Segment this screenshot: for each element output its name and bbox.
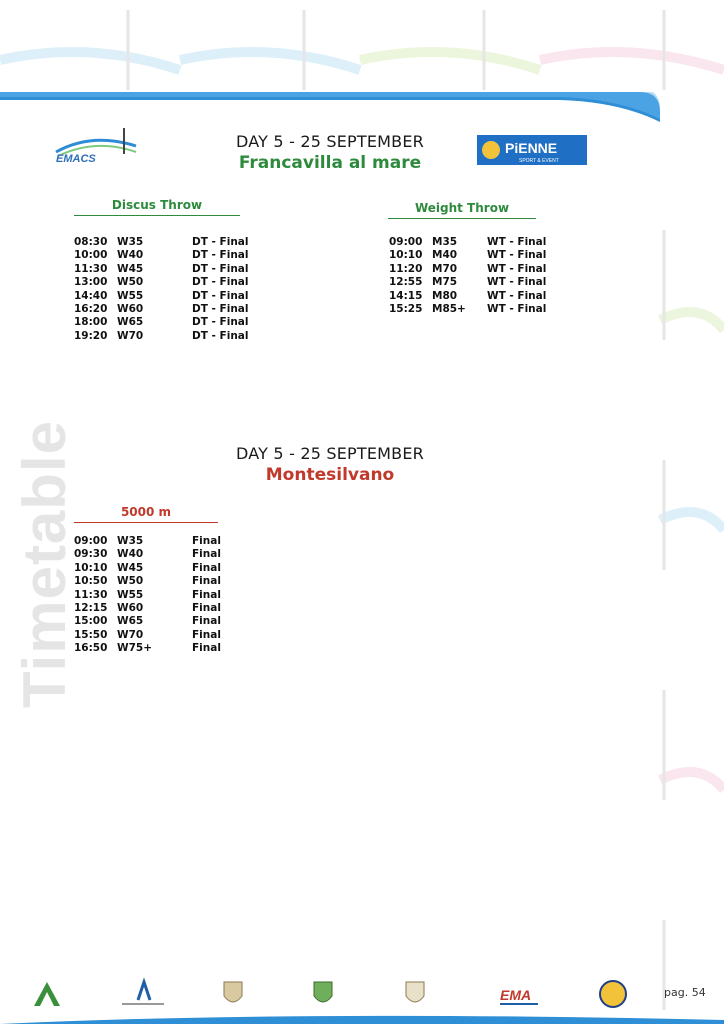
emacs-logo-text: EMACS [56,153,96,165]
category-cell: M80 [432,289,458,302]
round-cell: DT - Final [192,316,249,329]
schedule-row [74,602,274,615]
category-cell: W45 [117,262,144,275]
time-cell: 09:00 [389,236,423,248]
category-cell: M35 [432,236,458,248]
schedule-row [74,316,274,329]
schedule-row [74,303,274,316]
round-cell: WT - Final [487,262,547,275]
round-cell: WT - Final [487,302,547,315]
category-cell: M75 [432,276,458,289]
category-cell: M40 [432,249,458,262]
category-cell: W35 [117,535,144,547]
event-title: 5000 m [74,505,218,523]
round-cell: DT - Final [192,276,249,289]
round-cell: Final [192,615,221,628]
time-cell: 18:00 [74,316,108,329]
event-title: Weight Throw [388,201,536,219]
category-cell: W55 [117,289,144,302]
round-cell: WT - Final [487,249,547,262]
schedule-row [389,276,589,289]
category-cell: W50 [117,276,144,289]
ema-logo [496,978,542,1010]
round-cell: Final [192,561,221,574]
time-cell: 12:55 [389,276,423,289]
municipality-crest-logo-2 [398,978,432,1010]
round-cell: WT - Final [487,236,547,248]
schedule-row [389,236,589,249]
category-cell: W60 [117,601,144,614]
schedule-row [74,276,274,289]
round-cell: Final [192,601,221,614]
city-crest-logo [216,978,250,1010]
event-discus-throw [74,198,240,216]
club-logo [596,978,630,1010]
category-cell: W65 [117,615,144,628]
time-cell: 13:00 [74,276,108,289]
category-cell: W45 [117,561,144,574]
time-cell: 16:50 [74,642,108,655]
category-cell: W40 [117,249,144,262]
schedule-row [74,575,274,588]
round-cell: DT - Final [192,249,249,262]
round-cell: WT - Final [487,289,547,302]
schedule-row [389,263,589,276]
round-cell: Final [192,628,221,641]
time-cell: 10:10 [389,249,423,262]
category-cell: W75+ [117,642,152,655]
page-number: pag. 54 [664,986,706,999]
category-cell: M85+ [432,302,466,315]
event-title: Discus Throw [74,198,240,216]
schedule-row [74,535,274,548]
time-cell: 14:15 [389,289,423,302]
category-cell: W50 [117,575,144,588]
weight-schedule [389,236,589,316]
5000m-schedule [74,535,274,656]
timetable-vertical-title: Timetable [11,420,78,708]
time-cell: 10:50 [74,575,108,588]
schedule-row [74,249,274,262]
schedule-row [74,548,274,561]
schedule-row [74,263,274,276]
time-cell: 12:15 [74,601,108,614]
round-cell: Final [192,588,221,601]
footer-logos [30,978,650,1014]
time-cell: 10:00 [74,249,108,262]
schedule-row [389,290,589,303]
time-cell: 16:20 [74,302,108,315]
ema-logo-text: EMA [500,987,532,1003]
round-cell: WT - Final [487,276,547,289]
time-cell: 14:40 [74,289,108,302]
time-cell: 10:10 [74,561,108,574]
round-cell: DT - Final [192,236,249,248]
time-cell: 08:30 [74,236,108,248]
category-cell: W55 [117,588,144,601]
time-cell: 09:00 [74,535,108,547]
venue-title: Montesilvano [265,465,395,485]
schedule-row [74,562,274,575]
round-cell: Final [192,642,221,655]
pienne-logo-text: PiENNE [505,140,558,156]
schedule-row [74,589,274,602]
day-title: DAY 5 - 25 SEPTEMBER [236,132,424,151]
round-cell: Final [192,535,221,547]
venue-title: Francavilla al mare [238,153,422,173]
schedule-row [74,642,274,655]
round-cell: Final [192,575,221,588]
round-cell: DT - Final [192,262,249,275]
time-cell: 15:25 [389,302,423,315]
region-abruzzo-logo [30,978,64,1010]
time-cell: 09:30 [74,548,108,561]
schedule-row [74,629,274,642]
round-cell: Final [192,548,221,561]
schedule-row [74,236,274,249]
round-cell: DT - Final [192,289,249,302]
schedule-row [74,290,274,303]
day-header-francavilla [180,132,480,174]
pienne-logo-tagline: SPORT & EVENT [519,158,559,164]
time-cell: 11:20 [389,262,423,275]
schedule-row [389,303,589,316]
time-cell: 11:30 [74,588,108,601]
category-cell: W70 [117,628,144,641]
emacs-logo [52,126,140,168]
event-5000m [74,505,218,523]
municipality-crest-logo [306,978,340,1010]
category-cell: W70 [117,329,144,342]
discus-schedule [74,236,274,343]
time-cell: 19:20 [74,329,108,342]
category-cell: M70 [432,262,458,275]
category-cell: W35 [117,236,144,248]
time-cell: 15:00 [74,615,108,628]
federation-logo [118,978,168,1010]
bottom-band [0,1014,724,1024]
day-header-montesilvano [180,444,480,486]
event-weight-throw [388,201,536,219]
header-band [0,92,660,122]
category-cell: W40 [117,548,144,561]
time-cell: 15:50 [74,628,108,641]
category-cell: W65 [117,316,144,329]
schedule-row [74,330,274,343]
round-cell: DT - Final [192,329,249,342]
round-cell: DT - Final [192,302,249,315]
category-cell: W60 [117,302,144,315]
schedule-row [389,249,589,262]
pienne-logo [477,135,587,165]
day-title: DAY 5 - 25 SEPTEMBER [236,444,424,463]
schedule-row [74,615,274,628]
time-cell: 11:30 [74,262,108,275]
